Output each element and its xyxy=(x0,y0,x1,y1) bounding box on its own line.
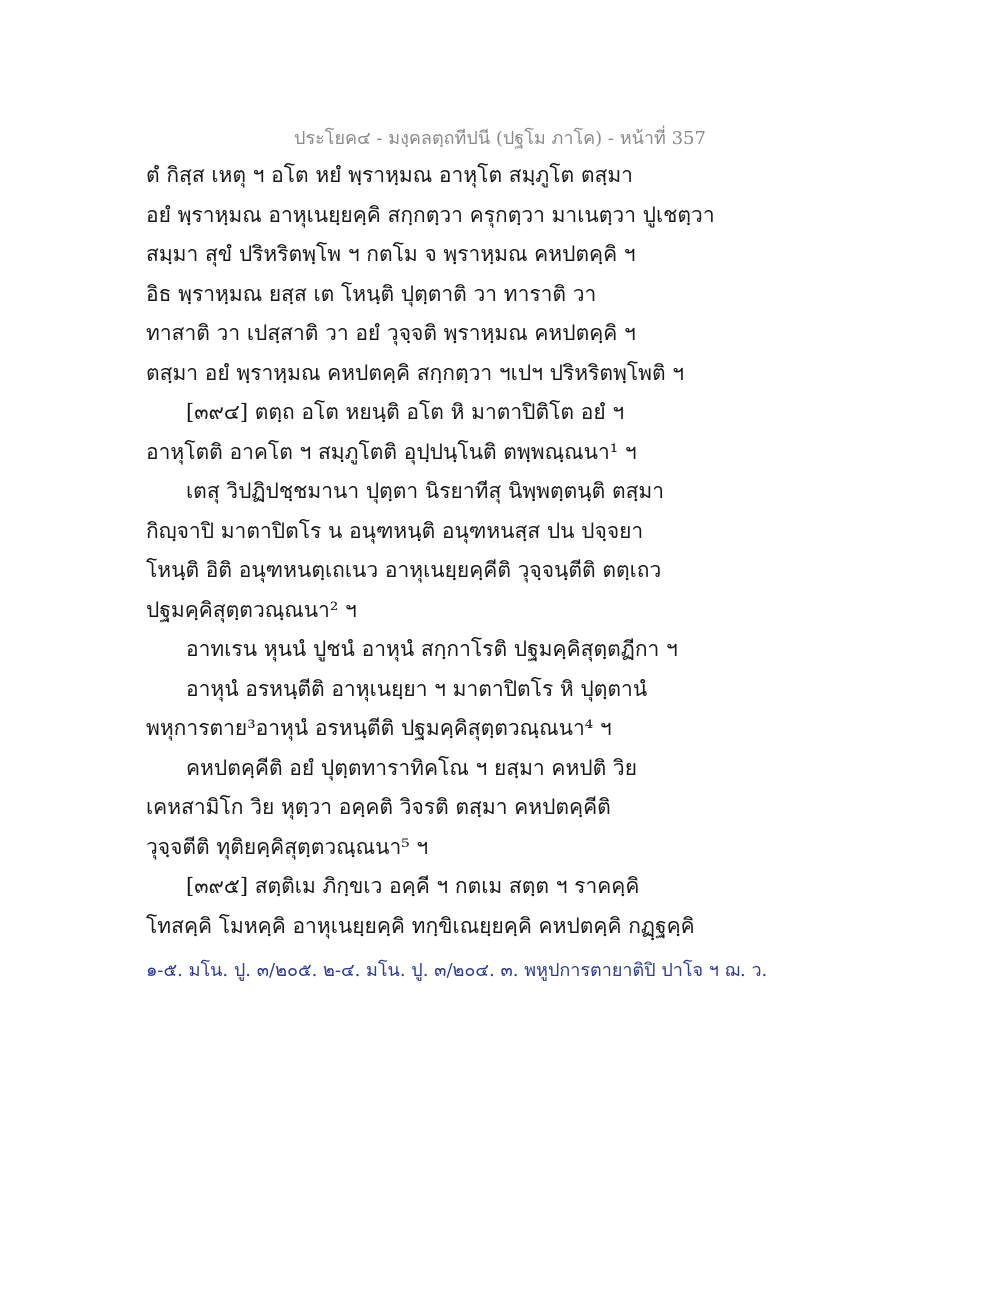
text-line: โทสคฺคิ โมหคฺคิ อาหุเนยฺยคฺคิ ทกฺขิเณยฺยคฺคิ คหปตคฺคิ กฏฺฐคฺคิ xyxy=(146,913,695,938)
text-line: สมฺมา สุขํ ปริหริตพฺโพ ฯ กตโม จ พฺราหฺมณ คหปตคฺคิ ฯ xyxy=(146,242,636,266)
text-line: อาทเรน หุนนํ ปูชนํ อาหุนํ สกฺกาโรติ ปฐมคฺคิสุตฺตฏีกา ฯ xyxy=(186,637,678,661)
text-line: อาหุนํ อรหนฺตีติ อาหุเนยฺยา ฯ มาตาปิตโร หิ ปุตฺตานํ xyxy=(186,676,648,701)
text-line: ปฐมคฺคิสุตฺตวณฺณนา² ฯ xyxy=(146,597,357,622)
text-line: กิญฺจาปิ มาตาปิตโร น อนุฑหนฺติ อนุฑหนสฺส ปน ปจฺจยา xyxy=(146,518,644,543)
text-line: ตํ กิสฺส เหตุ ฯ อโต หยํ พฺราหฺมณ อาหุโต สมฺภูโต ตสฺมา xyxy=(146,163,633,187)
footnote: ๑-๕. มโน. ปู. ๓/๒๐๕. ๒-๔. มโน. ปู. ๓/๒๐๔. ๓. พหูปการตายาติปิ ปาโจ ฯ ฌ. ว. xyxy=(146,960,768,981)
text-line: พหุการตาย³อาหุนํ อรหนฺตีติ ปฐมคฺคิสุตฺตวณฺณนา⁴ ฯ xyxy=(146,716,612,740)
text-line: วุจฺจตีติ ทุติยคฺคิสุตฺตวณฺณนา⁵ ฯ xyxy=(146,834,429,859)
body-text xyxy=(146,156,715,946)
text-line: ตสฺมา อยํ พฺราหฺมณ คหปตคฺคิ สกฺกตฺวา ฯเปฯ ปริหริตพฺโพติ ฯ xyxy=(146,360,685,385)
text-line: โหนฺติ อิติ อนุฑหนตฺเถเนว อาหุเนยฺยคฺคีติ วุจฺจนฺตีติ ตตฺเถว xyxy=(146,558,662,582)
text-line: [๓๙๕] สตฺติเม ภิกฺขเว อคฺคี ฯ กตเม สตฺต ฯ ราคคฺคิ xyxy=(186,874,640,898)
text-line: [๓๙๔] ตตฺถ อโต หยนฺติ อโต หิ มาตาปิติโต อยํ ฯ xyxy=(186,400,625,424)
text-line: เตสุ วิปฏิปชฺชมานา ปุตฺตา นิรยาทีสุ นิพฺพตฺตนฺติ ตสฺมา xyxy=(186,479,665,503)
text-line: คหปตคฺคีติ อยํ ปุตฺตทาราทิคโณ ฯ ยสฺมา คหปติ วิย xyxy=(186,755,638,780)
text-line: อิธ พฺราหฺมณ ยสฺส เต โหนฺติ ปุตฺตาติ วา ทาราติ วา xyxy=(146,281,597,306)
text-line: เคหสามิโก วิย หุตฺวา อคฺคติ วิจรติ ตสฺมา คหปตคฺคีติ xyxy=(146,795,611,819)
page-header: ประโยค๔ - มงฺคลตฺถทีปนี (ปฐโม ภาโค) - หน้าที่ 357 xyxy=(294,128,706,149)
text-line: ทาสาติ วา เปสฺสาติ วา อยํ วุจฺจติ พฺราหฺมณ คหปตคฺคิ ฯ xyxy=(146,321,636,345)
text-line: อยํ พฺราหฺมณ อาหุเนยฺยคฺคิ สกฺกตฺวา ครุกตฺวา มาเนตฺวา ปูเชตฺวา xyxy=(146,202,715,227)
text-line: อาหุโตติ อาคโต ฯ สมฺภูโตติ อุปฺปนฺโนติ ตพฺพณฺณนา¹ ฯ xyxy=(146,439,637,464)
